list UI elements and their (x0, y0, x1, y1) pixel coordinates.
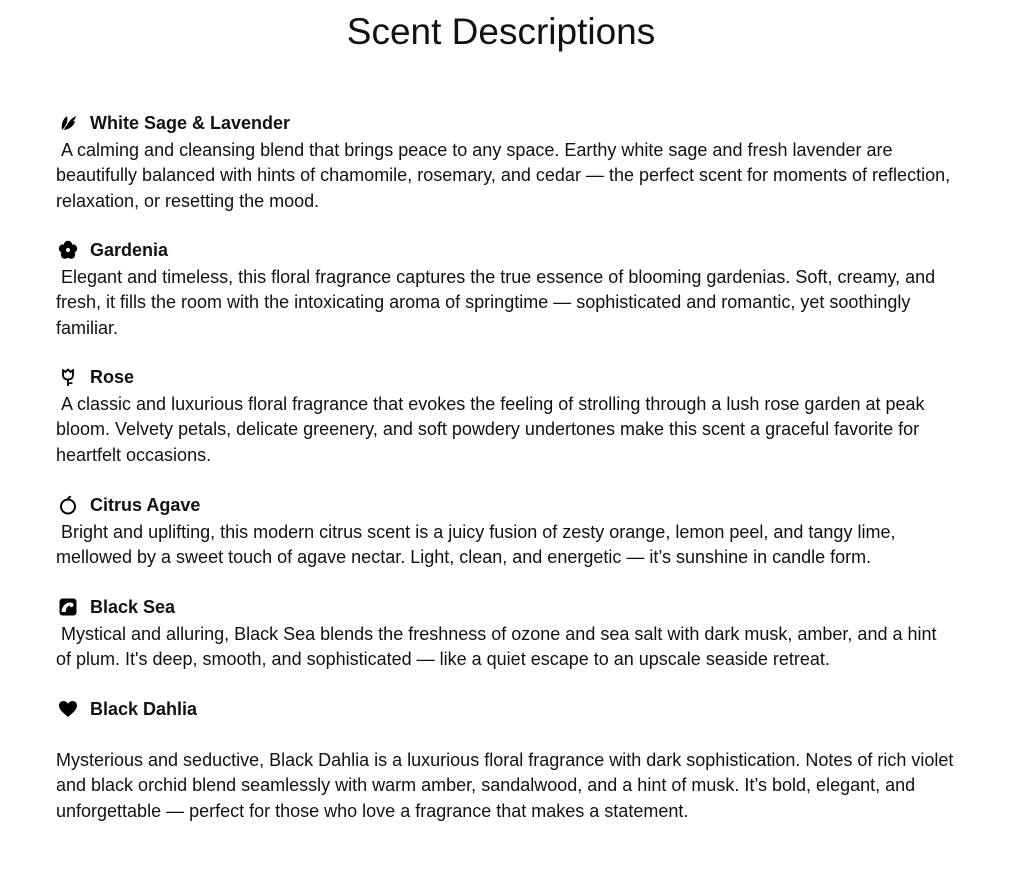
scent-section-rose (56, 366, 956, 468)
scent-name: Rose (90, 367, 135, 387)
scent-section-white-sage-lavender (56, 112, 956, 214)
rose-icon (58, 367, 78, 387)
scent-heading (56, 494, 956, 516)
scent-heading (56, 596, 956, 618)
scent-section-citrus-agave (56, 494, 956, 571)
scent-section-black-dahlia (56, 698, 959, 824)
scent-description: Elegant and timeless, this floral fragrance captures the true essence of blooming gardenias. Soft, creamy, and fresh, it fills the room with the intoxicating aroma of springtime — sophisticated and romantic, yet soothingly familiar. (56, 267, 941, 338)
scent-description: Bright and uplifting, this modern citrus scent is a juicy fusion of zesty orange, lemon peel, and tangy lime, mellowed by a sweet touch of agave nectar. Light, clean, and energetic — it’s sunshine in candle form. (56, 522, 901, 568)
scent-name: Gardenia (90, 240, 169, 260)
scent-section-gardenia (56, 239, 956, 341)
scent-heading (56, 698, 956, 720)
scent-name: Black Dahlia (90, 699, 198, 719)
scent-description: A classic and luxurious floral fragrance that evokes the feeling of strolling through a lush rose garden at peak bloom. Velvety petals, delicate greenery, and soft powdery undertones make this scent a graceful favorite for heartfelt occasions. (56, 394, 930, 465)
page-title: Scent Descriptions (346, 11, 656, 52)
flower-icon (58, 240, 78, 260)
heart-icon (58, 699, 78, 719)
scent-description: A calming and cleansing blend that brings peace to any space. Earthy white sage and fresh lavender are beautifully balanced with hints of chamomile, rosemary, and cedar — the perfect scent for moments of reflection, relaxation, or resetting the mood. (56, 140, 956, 211)
scent-heading (56, 366, 956, 388)
scent-name: Citrus Agave (90, 495, 201, 515)
wave-icon (58, 597, 78, 617)
scent-section-black-sea (56, 596, 956, 673)
scent-name: Black Sea (90, 597, 176, 617)
orange-icon (58, 495, 78, 515)
scent-heading (56, 239, 956, 261)
scent-description: Mysterious and seductive, Black Dahlia is a luxurious floral fragrance with dark sophistication. Notes of rich violet and black orchid blend seamlessly with warm amber, sandalwood, and a hint of musk. It’s bold, elegant, and unforgettable — perfect for those who love a fragrance that makes a statement. (56, 750, 959, 821)
leaves-icon (58, 113, 78, 133)
scent-name: White Sage & Lavender (90, 113, 291, 133)
scent-heading (56, 112, 956, 134)
scent-description: Mystical and alluring, Black Sea blends the freshness of ozone and sea salt with dark musk, amber, and a hint of plum. It's deep, smooth, and sophisticated — like a quiet escape to an upscale seaside retreat. (56, 624, 942, 670)
